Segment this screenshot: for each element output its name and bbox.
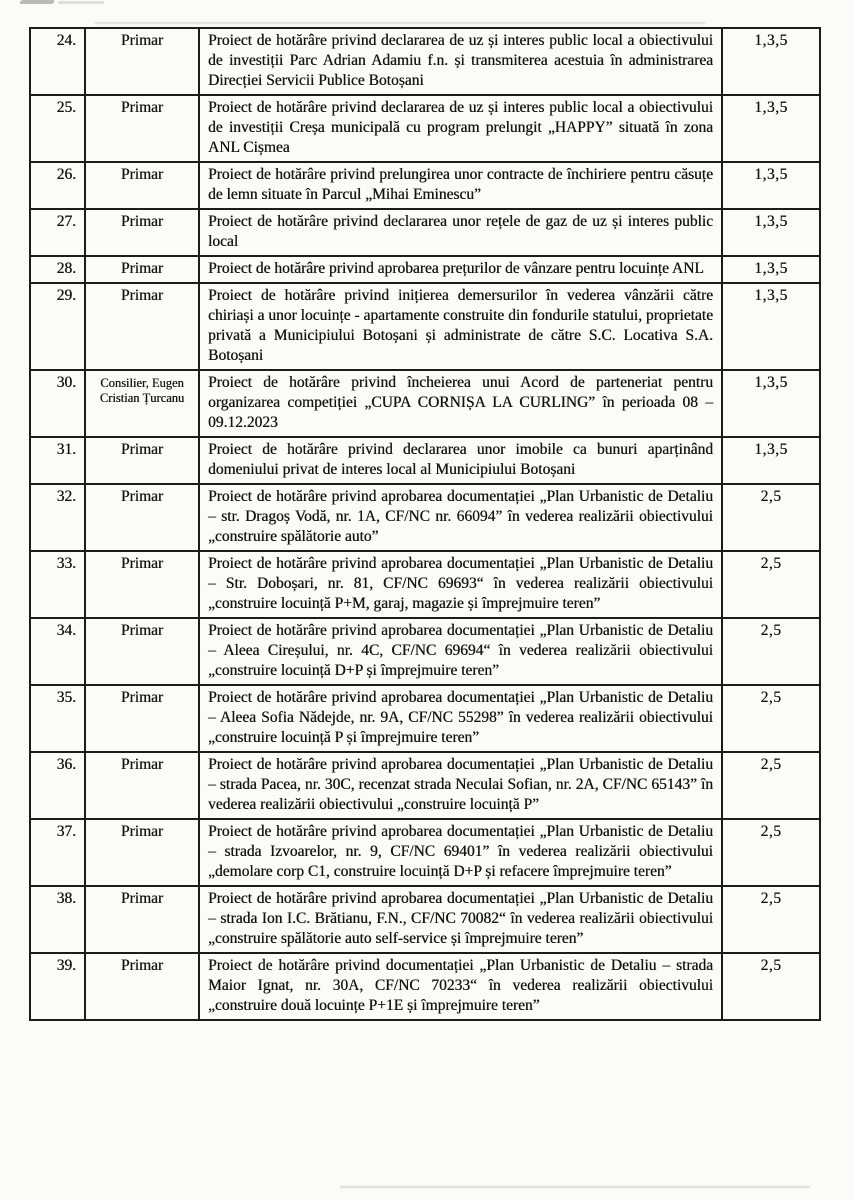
initiator-cell: Primar — [85, 618, 199, 685]
scan-artifact-streak — [340, 1186, 810, 1188]
initiator-cell: Primar — [85, 209, 199, 256]
commissions-cell: 1,3,5 — [722, 283, 820, 370]
initiator-cell: Primar — [85, 256, 199, 283]
table-row — [30, 209, 820, 256]
commissions-cell: 2,5 — [722, 886, 820, 953]
title-cell: Proiect de hotărâre privind aprobarea documentației „Plan Urbanistic de Detaliu – strada Ion I.C. Brătianu, F.N., CF/NC 70082“ în vederea realizării obiectivului „construire spălătorie auto self-service și împrejmuire teren” — [199, 886, 722, 953]
title-cell: Proiect de hotărâre privind declararea unor rețele de gaz de uz și interes public local — [199, 209, 722, 256]
table-row — [30, 618, 820, 685]
commissions-cell: 1,3,5 — [722, 256, 820, 283]
commissions-cell: 1,3,5 — [722, 162, 820, 209]
table-row — [30, 685, 820, 752]
title-cell: Proiect de hotărâre privind aprobarea documentației „Plan Urbanistic de Detaliu – Aleea Sofia Nădejde, nr. 9A, CF/NC 55298” în vederea realizării obiectivului „construire locuință P și împrejmuire teren” — [199, 685, 722, 752]
row-number-cell: 28. — [30, 256, 85, 283]
row-number-cell: 31. — [30, 437, 85, 484]
title-cell: Proiect de hotărâre privind documentației „Plan Urbanistic de Detaliu – strada Maior Ignat, nr. 30A, CF/NC 70233“ în vederea realizării obiectivului „construire două locuințe P+1E și împrejmuire teren” — [199, 953, 722, 1020]
table-row — [30, 819, 820, 886]
table-row — [30, 953, 820, 1020]
initiator-cell: Consilier, Eugen Cristian Țurcanu — [85, 370, 199, 437]
commissions-cell: 2,5 — [722, 685, 820, 752]
row-number-cell: 34. — [30, 618, 85, 685]
commissions-cell: 1,3,5 — [722, 95, 820, 162]
row-number-cell: 33. — [30, 551, 85, 618]
title-cell: Proiect de hotărâre privind declararea de uz și interes public local a obiectivului de investiții Parc Adrian Adamiu f.n. și transmiterea acestuia în administrarea Direcției Servicii Publice Botoșani — [199, 28, 722, 95]
scan-artifact-streak — [95, 22, 705, 24]
title-cell: Proiect de hotărâre privind prelungirea unor contracte de închiriere pentru căsuțe de lemn situate în Parcul „Mihai Eminescu” — [199, 162, 722, 209]
initiator-cell: Primar — [85, 484, 199, 551]
initiator-cell: Primar — [85, 437, 199, 484]
title-cell: Proiect de hotărâre privind aprobarea documentației „Plan Urbanistic de Detaliu – Str. Doboșari, nr. 81, CF/NC 69693“ în vederea realizării obiectivului „construire locuință P+M, garaj, magazie și împrejmuire teren” — [199, 551, 722, 618]
commissions-cell: 2,5 — [722, 752, 820, 819]
table-row — [30, 370, 820, 437]
table-row — [30, 28, 820, 95]
title-cell: Proiect de hotărâre privind încheierea unui Acord de parteneriat pentru organizarea competiției „CUPA CORNIȘA LA CURLING” în perioada 08 – 09.12.2023 — [199, 370, 722, 437]
row-number-cell: 25. — [30, 95, 85, 162]
commissions-cell: 1,3,5 — [722, 28, 820, 95]
commissions-cell: 2,5 — [722, 551, 820, 618]
commissions-cell: 1,3,5 — [722, 370, 820, 437]
commissions-cell: 1,3,5 — [722, 437, 820, 484]
commissions-cell: 2,5 — [722, 484, 820, 551]
title-cell: Proiect de hotărâre privind declararea de uz și interes public local a obiectivului de investiții Creșa municipală cu program prelungit „HAPPY” situată în zona ANL Cișmea — [199, 95, 722, 162]
initiator-cell: Primar — [85, 28, 199, 95]
title-cell: Proiect de hotărâre privind aprobarea documentației „Plan Urbanistic de Detaliu – strada Pacea, nr. 30C, recenzat strada Neculai Sofian, nr. 2A, CF/NC 65143” în vederea realizării obiectivului „construire locuință P” — [199, 752, 722, 819]
row-number-cell: 37. — [30, 819, 85, 886]
row-number-cell: 26. — [30, 162, 85, 209]
title-cell: Proiect de hotărâre privind aprobarea documentației „Plan Urbanistic de Detaliu – Aleea Cireșului, nr. 4C, CF/NC 69694“ în vederea realizării obiectivului „construire locuință D+P și împrejmuire teren” — [199, 618, 722, 685]
table-row — [30, 886, 820, 953]
row-number-cell: 29. — [30, 283, 85, 370]
title-cell: Proiect de hotărâre privind declararea unor imobile ca bunuri aparținând domeniului privat de interes local al Municipiului Botoșani — [199, 437, 722, 484]
row-number-cell: 27. — [30, 209, 85, 256]
commissions-cell: 2,5 — [722, 953, 820, 1020]
title-cell: Proiect de hotărâre privind inițierea demersurilor în vederea vânzării către chiriași a unor locuințe - apartamente construite din fondurile statului, proprietate privată a Municipiului Botoșani și administrate de către S.C. Locativa S.A. Botoșani — [199, 283, 722, 370]
table-row — [30, 437, 820, 484]
initiator-cell: Primar — [85, 551, 199, 618]
title-cell: Proiect de hotărâre privind aprobarea documentației „Plan Urbanistic de Detaliu – str. Dragoș Vodă, nr. 1A, CF/NC nr. 66094” în vederea realizării obiectivului „construire spălătorie auto” — [199, 484, 722, 551]
agenda-table — [29, 27, 821, 1021]
title-cell: Proiect de hotărâre privind aprobarea prețurilor de vânzare pentru locuințe ANL — [199, 256, 722, 283]
title-cell: Proiect de hotărâre privind aprobarea documentației „Plan Urbanistic de Detaliu – strada Izvoarelor, nr. 9, CF/NC 69401” în vederea realizării obiectivului „demolare corp C1, construire locuință D+P și refacere împrejmuire teren” — [199, 819, 722, 886]
commissions-cell: 1,3,5 — [722, 209, 820, 256]
commissions-cell: 2,5 — [722, 819, 820, 886]
initiator-cell: Primar — [85, 283, 199, 370]
initiator-cell: Primar — [85, 752, 199, 819]
initiator-cell: Primar — [85, 162, 199, 209]
table-row — [30, 95, 820, 162]
scan-artifact-smudge — [58, 1, 104, 4]
row-number-cell: 32. — [30, 484, 85, 551]
table-row — [30, 752, 820, 819]
row-number-cell: 39. — [30, 953, 85, 1020]
initiator-cell: Primar — [85, 685, 199, 752]
table-row — [30, 162, 820, 209]
table-row — [30, 256, 820, 283]
row-number-cell: 35. — [30, 685, 85, 752]
row-number-cell: 38. — [30, 886, 85, 953]
table-row — [30, 484, 820, 551]
initiator-cell: Primar — [85, 886, 199, 953]
initiator-cell: Primar — [85, 953, 199, 1020]
initiator-cell: Primar — [85, 819, 199, 886]
table-row — [30, 283, 820, 370]
row-number-cell: 36. — [30, 752, 85, 819]
table-row — [30, 551, 820, 618]
commissions-cell: 2,5 — [722, 618, 820, 685]
initiator-cell: Primar — [85, 95, 199, 162]
scan-artifact-smudge — [19, 0, 55, 4]
row-number-cell: 30. — [30, 370, 85, 437]
row-number-cell: 24. — [30, 28, 85, 95]
